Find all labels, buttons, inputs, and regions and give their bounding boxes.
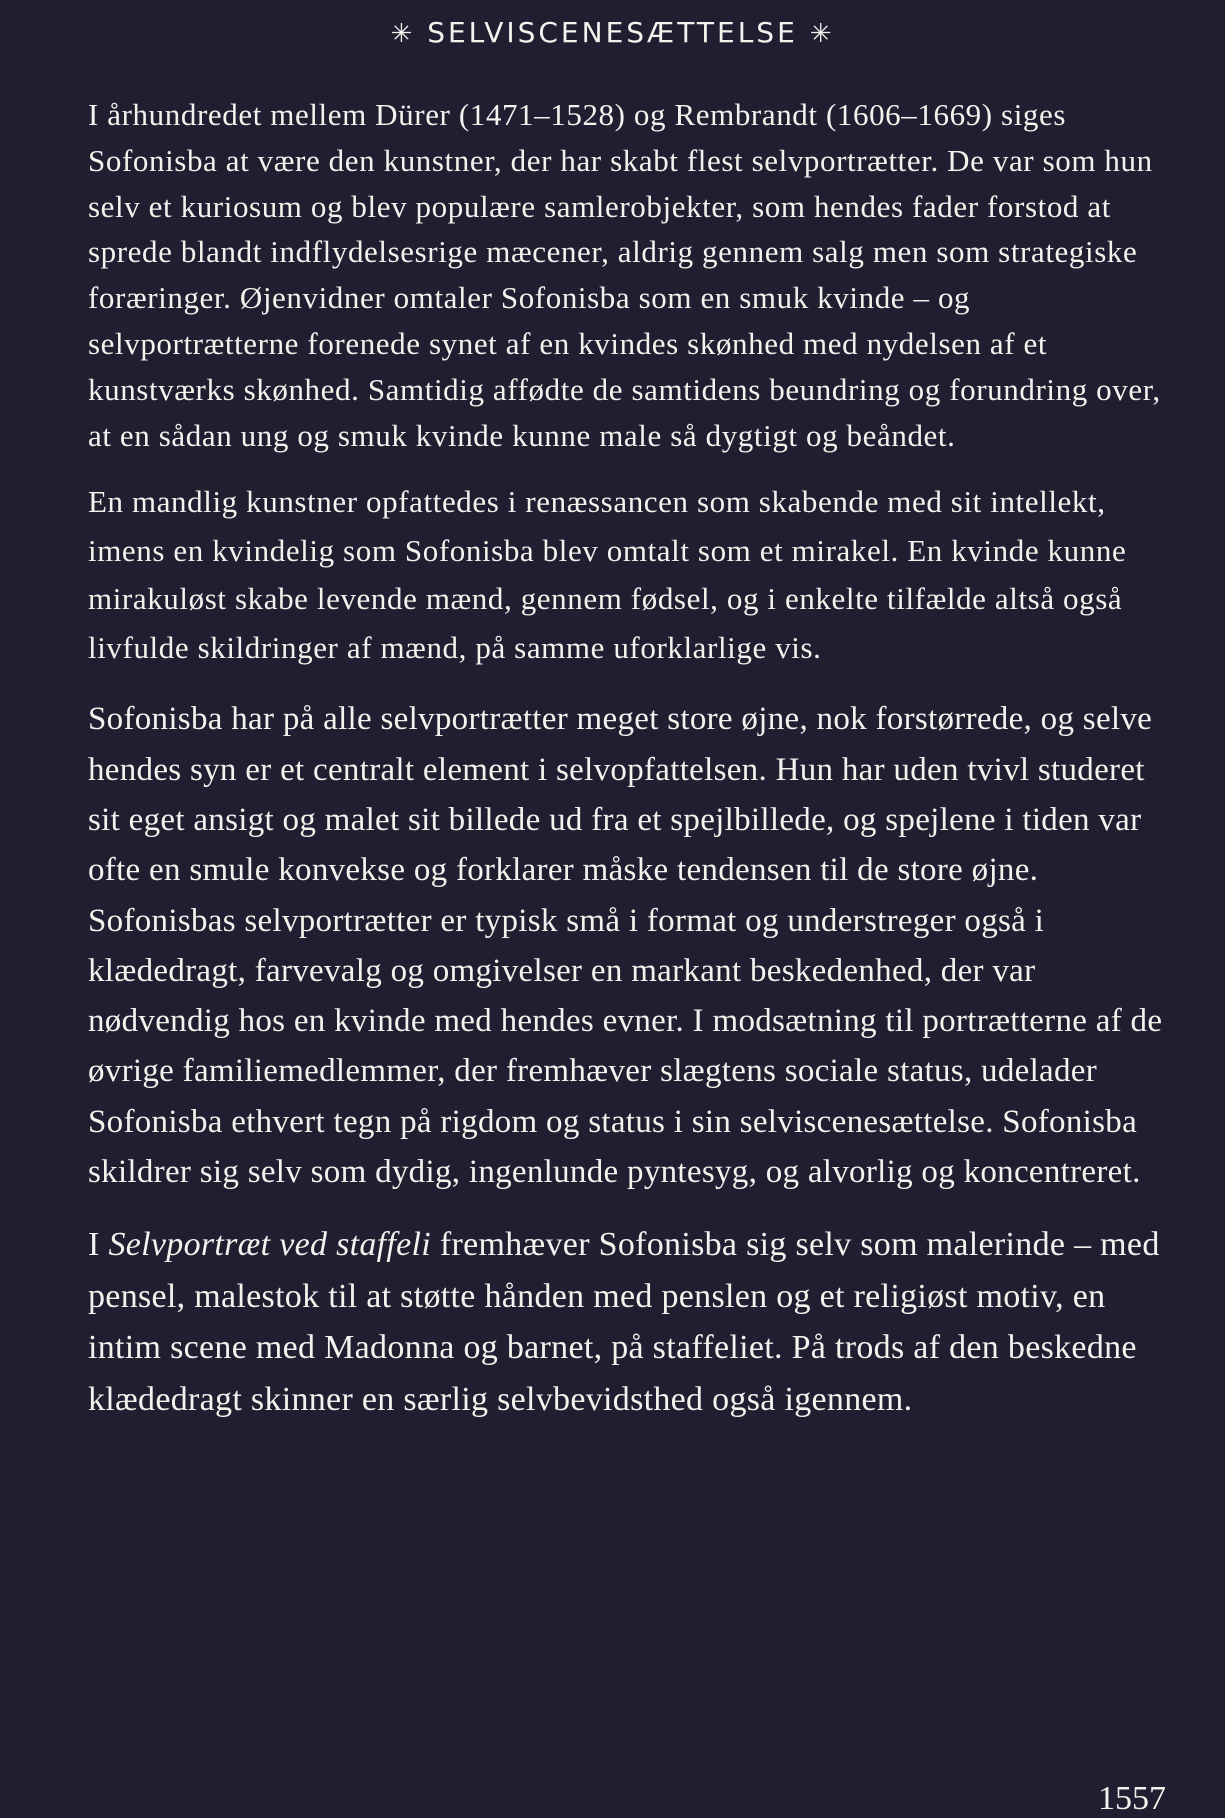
page-number: 1557 [1098,1780,1166,1817]
asterisk-ornament-icon: ✳ [809,19,835,49]
paragraph-4-rest: fremhæver Sofonisba sig selv som malerinde – med pensel, malestok til at støtte hånden med penslen og et religiøst motiv, en intim scene med Madonna og barnet, på staffeliet. På trods af den beskedne klædedragt skinner en særlig selvbevidsthed også igennem. [88,1226,1160,1418]
paragraph-3: Sofonisba har på alle selvportrætter meget store øjne, nok forstørrede, og selve hendes syn er et centralt element i selvopfattelsen. Hun har uden tvivl studeret sit eget ansigt og malet sit billede ud fra et spejlbillede, og spejlene i tiden var ofte en smule konvekse og forklarer måske tendensen til de store øjne. Sofonisbas selvportrætter er typisk små i format og understreger også i klædedragt, farvevalg og omgivelser en markant beskedenhed, der var nødvendig hos en kvinde med hendes evner. I modsætning til portrætterne af de øvrige familiemedlemmer, der fremhæver slægtens sociale status, udelader Sofonisba ethvert tegn på rigdom og status i sin selviscenesættelse. Sofonisba skildrer sig selv som dydig, ingenlunde pyntesyg, og alvorlig og koncentreret. [88,701,1163,1191]
paragraph-2: En mandlig kunstner opfattedes i renæssancen som skabende med sit intellekt, imens en kvindelig som Sofonisba blev omtalt som et mirakel. En kvinde kunne mirakuløst skabe levende mænd, gennem fødsel, og i enkelte tilfælde altså også livfulde skildringer af mænd, på samme uforklarlige vis. [88,484,1127,665]
section-title: SELVISCENESÆTTELSE [427,16,798,49]
paragraph-1: I århundredet mellem Dürer (1471–1528) og Rembrandt (1606–1669) siges Sofonisba at være den kunstner, der har skabt flest selvportrætter. De var som hun selv et kuriosum og blev populære samlerobjekter, som hendes fader forstod at sprede blandt indflydelsesrige mæcener, aldrig gennem salg men som strategiske foræringer. Øjenvidner omtaler Sofonisba som en smuk kvinde – og selvportrætterne forenede synet af en kvindes skønhed med nydelsen af et kunstværks skønhed. Samtidig affødte de samtidens beundring og forundring over, at en sådan ung og smuk kvinde kunne male så dygtigt og beåndet. [88,97,1161,453]
artwork-title: Selvportræt ved staffeli [108,1226,432,1264]
paragraph-4-start: I [88,1226,109,1264]
body-text [88,92,1168,1425]
page-header [0,16,1225,49]
paragraph-4 [88,1219,1168,1425]
asterisk-ornament-icon: ✳ [390,19,416,49]
